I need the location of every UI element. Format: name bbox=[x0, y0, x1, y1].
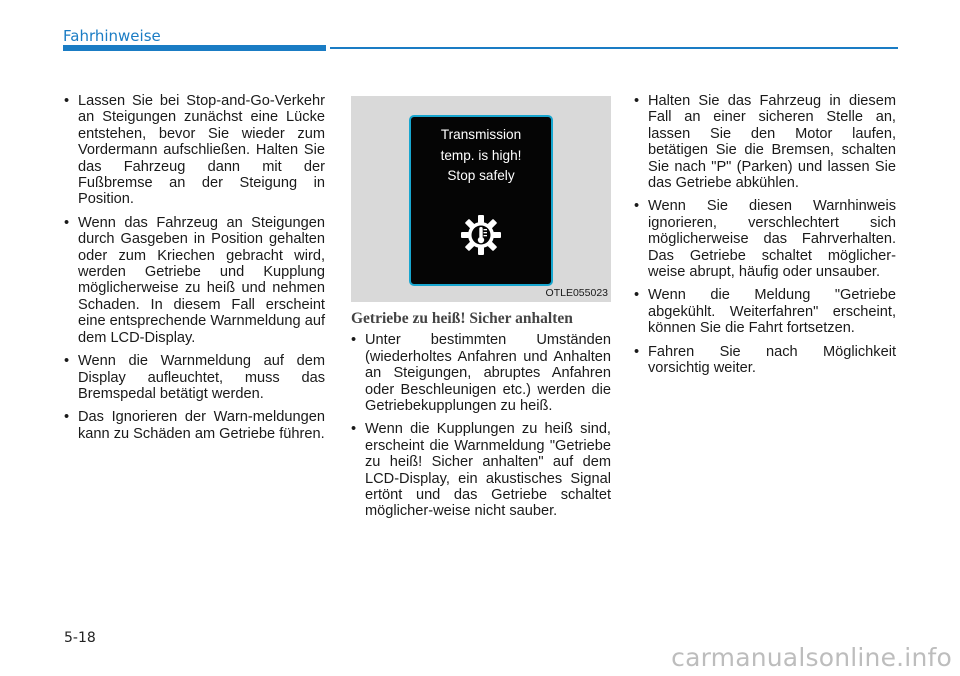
figure-caption: OTLE055023 bbox=[545, 287, 608, 299]
bullet-item: • Fahren Sie nach Möglichkeit vorsichtig weiter. bbox=[634, 344, 896, 377]
lcd-display bbox=[409, 115, 553, 286]
warning-display-figure bbox=[351, 96, 611, 302]
bullet-list bbox=[634, 93, 896, 377]
bullet-item: • Wenn die Kupplungen zu heiß sind, erscheint die Warnmeldung "Getriebe zu heiß! Sicher anhalten" auf dem LCD-Display, ein akustisches Signal ertönt und das Getriebe schaltet möglicher-weise nicht sauber. bbox=[351, 421, 611, 519]
bullet-item: • Lassen Sie bei Stop-and-Go-Verkehr an Steigungen zunächst eine Lücke entstehen, bevor Sie wieder zum Vordermann aufschließen. Halten Sie das Fahrzeug dann mit der Fußbremse an der Steigung in Position. bbox=[64, 93, 325, 208]
bullet-item: • Unter bestimmten Umständen (wiederholtes Anfahren und Anhalten an Steigungen, abruptes Anfahren oder Beschleunigen etc.) werden die Getriebekupplungen zu heiß. bbox=[351, 332, 611, 414]
display-line: temp. is high! bbox=[440, 147, 522, 163]
bullet-item: • Wenn die Warnmeldung auf dem Display aufleuchtet, muss das Bremspedal betätigt werden. bbox=[64, 353, 325, 402]
left-column bbox=[64, 93, 325, 449]
bullet-item: • Halten Sie das Fahrzeug in diesem Fall an einer sicheren Stelle an, lassen Sie den Motor laufen, betätigen Sie die Bremsen, schalten Sie nach "P" (Parken) und lassen Sie das Getriebe abkühlen. bbox=[634, 93, 896, 191]
watermark: carmanualsonline.info bbox=[671, 643, 952, 672]
bullet-item: • Wenn das Fahrzeug an Steigungen durch Gasgeben in Position gehalten oder zum Kriechen gebracht wird, werden Getriebe und Kupplung möglicherweise zu heiß und nehmen Schaden. In diesem Fall erscheint eine entsprechende Warnmeldung auf dem LCD-Display. bbox=[64, 215, 325, 346]
subheading: Getriebe zu heiß! Sicher anhalten bbox=[351, 310, 573, 327]
bullet-item: • Das Ignorieren der Warn-meldungen kann zu Schäden am Getriebe führen. bbox=[64, 409, 325, 442]
transmission-temperature-warning-icon bbox=[459, 213, 503, 257]
display-message bbox=[411, 125, 551, 187]
right-column bbox=[634, 93, 896, 384]
display-line: Stop safely bbox=[447, 168, 515, 183]
header-rule-thick bbox=[63, 45, 326, 51]
middle-column bbox=[351, 311, 611, 527]
display-line: Transmission bbox=[440, 127, 522, 142]
bullet-item: • Wenn Sie diesen Warnhinweis ignorieren, verschlechtert sich möglicherweise das Fahrverhalten. Das Getriebe schaltet möglicher-weise abrupt, häufig oder unsauber. bbox=[634, 198, 896, 280]
header-rule-thin bbox=[330, 47, 898, 49]
section-title: Fahrhinweise bbox=[63, 27, 161, 45]
bullet-list bbox=[64, 93, 325, 442]
bullet-list bbox=[351, 332, 611, 519]
page-number: 5-18 bbox=[64, 630, 96, 646]
bullet-item: • Wenn die Meldung "Getriebe abgekühlt. Weiterfahren" erscheint, können Sie die Fahrt fortsetzen. bbox=[634, 287, 896, 336]
